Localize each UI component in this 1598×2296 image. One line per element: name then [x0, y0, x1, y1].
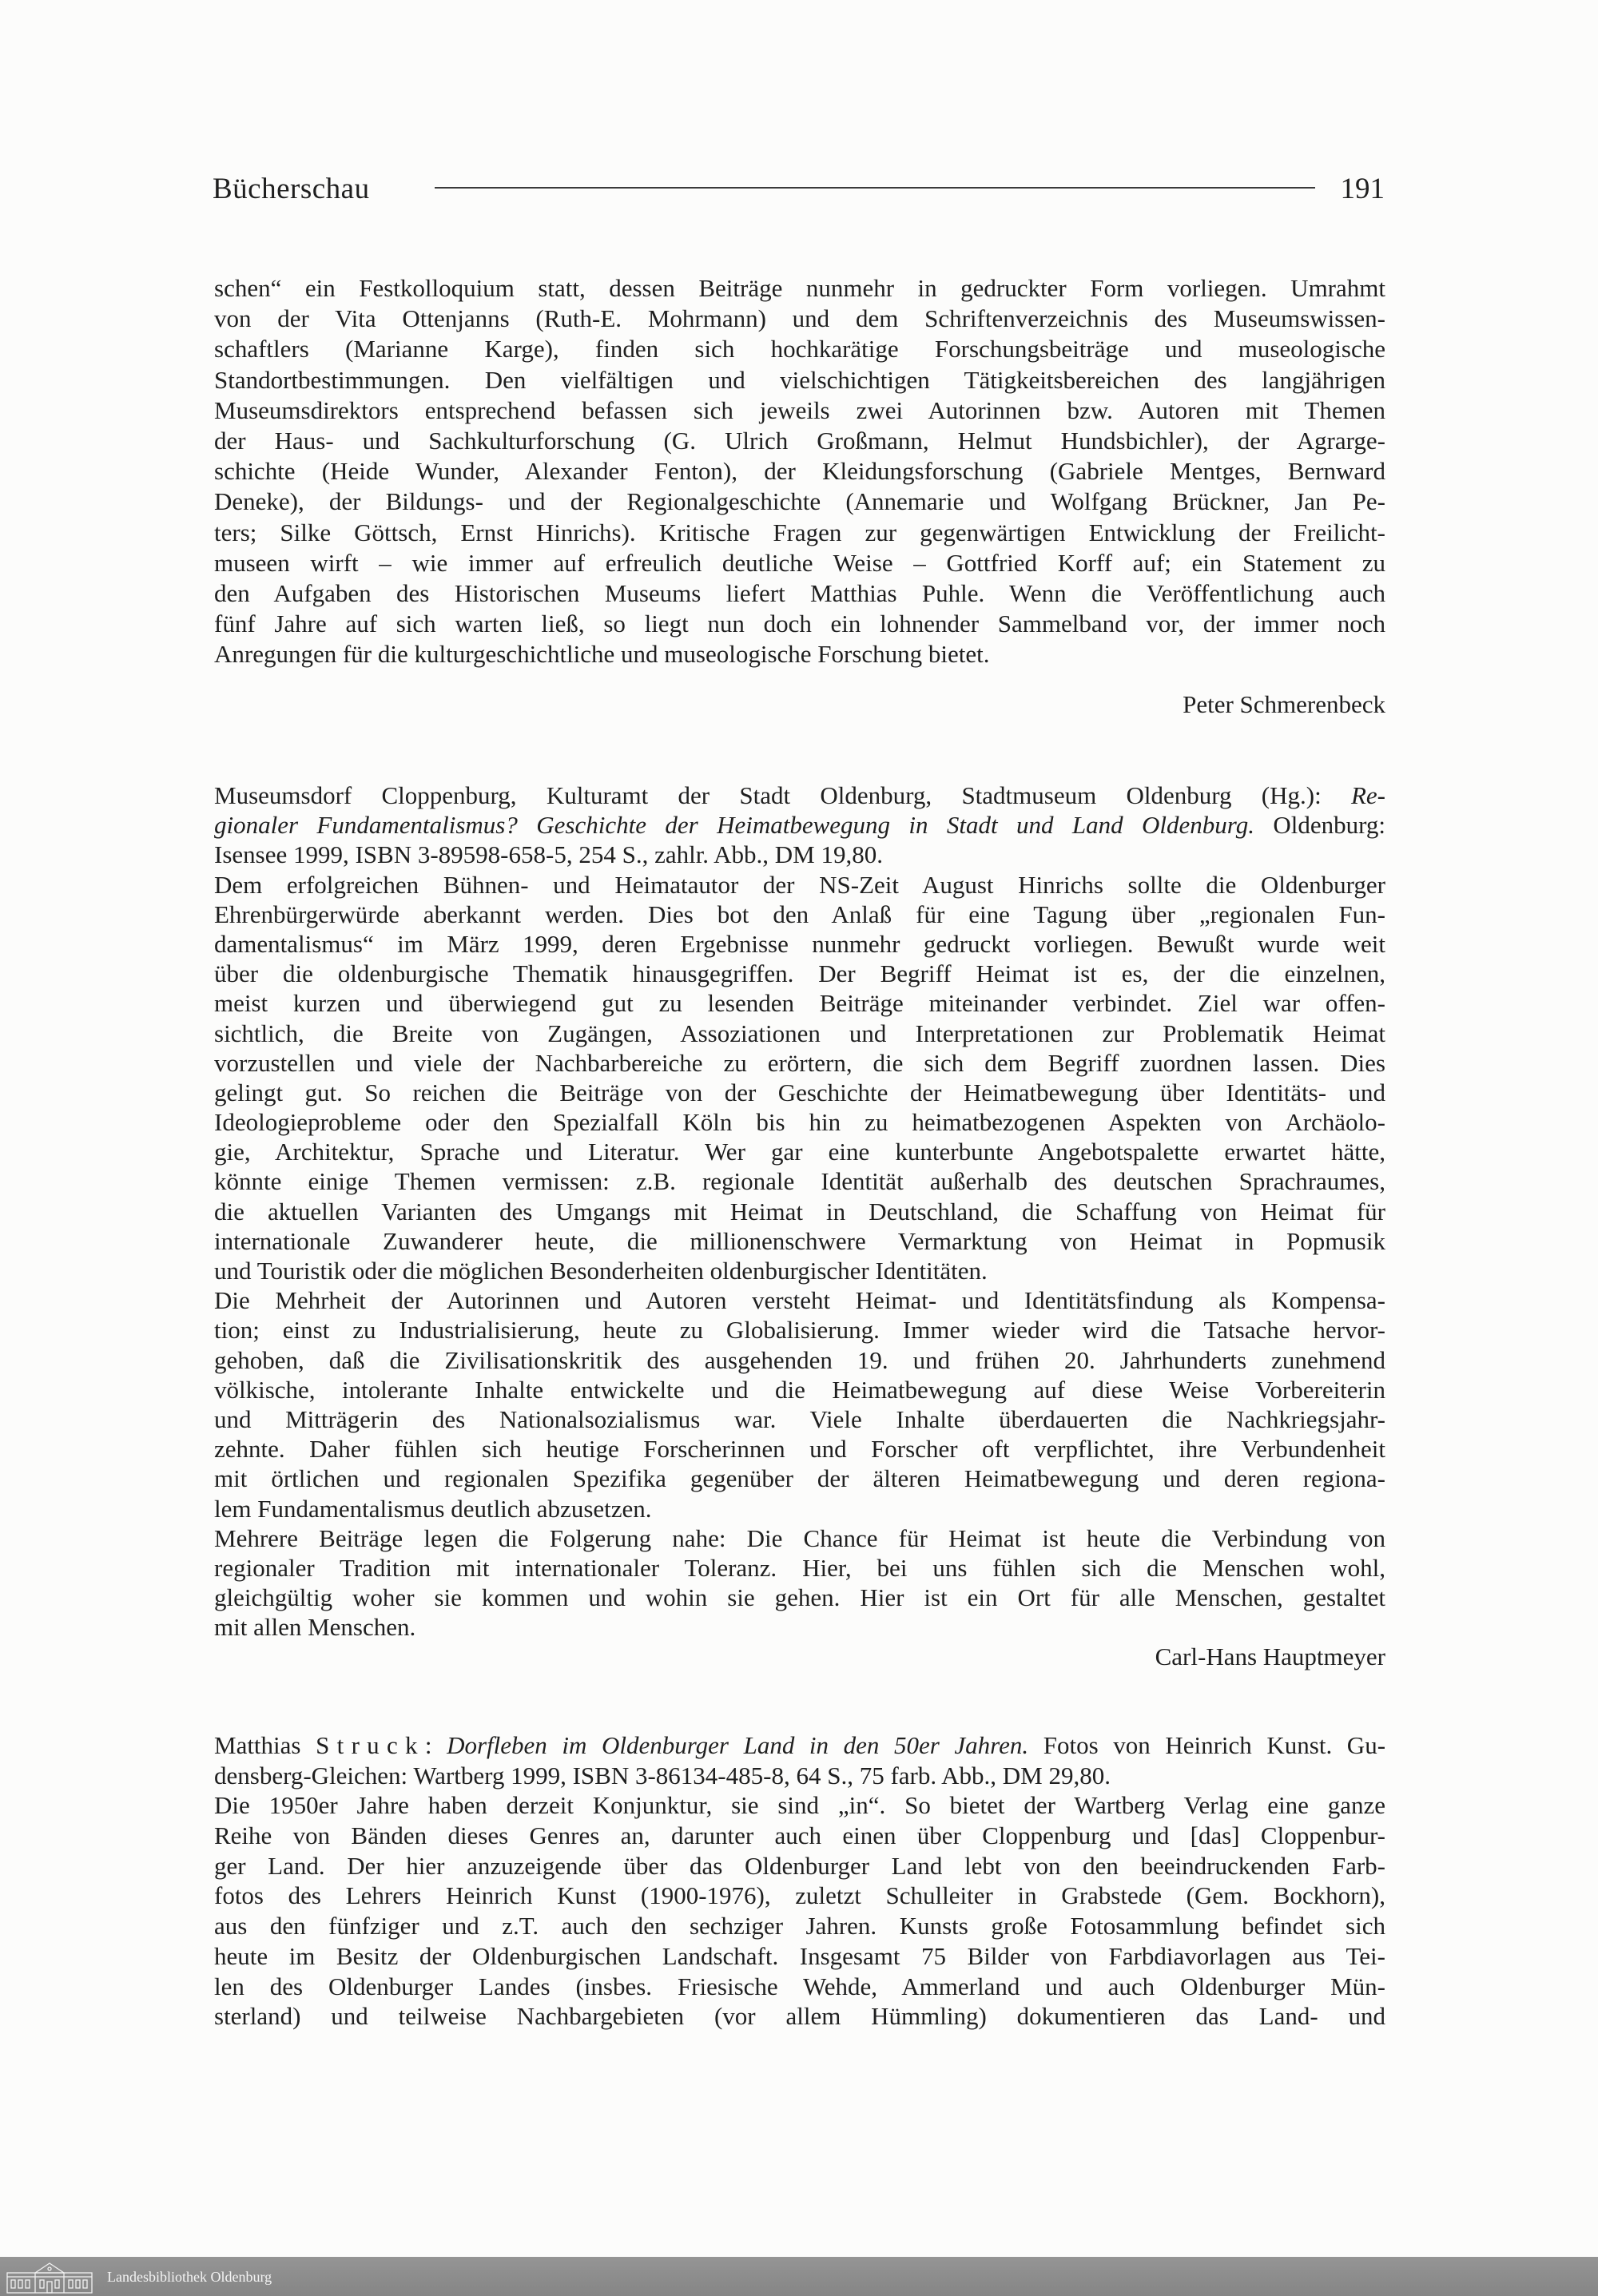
footer-library-name: Landesbibliothek Oldenburg — [107, 2269, 272, 2285]
text-line: aus den fünfziger und z.T. auch den sechziger Jahren. Kunsts große Fotosammlung befindet sich — [214, 1912, 1385, 1940]
paragraph — [214, 1790, 1385, 2032]
citation-line — [214, 781, 1385, 810]
citation-line: Isensee 1999, ISBN 3-89598-658-5, 254 S., zahlr. Abb., DM 19,80. — [214, 840, 883, 869]
text-line: meist kurzen und überwiegend gut zu lesenden Beiträge miteinander verbindet. Ziel war offen- — [214, 989, 1385, 1018]
text-line: Die Mehrheit der Autorinnen und Autoren versteht Heimat- und Identitätsfindung als Kompensa- — [214, 1286, 1385, 1315]
text-line: von der Vita Ottenjanns (Ruth-E. Mohrmann) und dem Schriftenverzeichnis des Museumswissen- — [214, 304, 1385, 333]
text-line: Mehrere Beiträge legen die Folgerung nahe: Die Chance für Heimat ist heute die Verbindung von — [214, 1523, 1385, 1552]
review-3 — [214, 1730, 1385, 2032]
text-line: museen wirft – wie immer auf erfreulich deutliche Weise – Gottfried Korff auf; ein Statement zu — [214, 548, 1385, 577]
text-line: könnte einige Themen vermissen: z.B. regionale Identität außerhalb des deutschen Sprachraumes, — [214, 1167, 1385, 1196]
text-line: die aktuellen Varianten des Umgangs mit Heimat in Deutschland, die Schaffung von Heimat für — [214, 1197, 1385, 1225]
paragraph — [214, 1523, 1385, 1643]
text-line: schen“ ein Festkolloquium statt, dessen Beiträge nunmehr in gedruckter Form vorliegen. Umrahmt — [214, 274, 1385, 302]
text-line: ger Land. Der hier anzuzeigende über das Oldenburger Land lebt von den beeindruckenden Farb- — [214, 1851, 1385, 1880]
citation-editors: Museumsdorf Cloppenburg, Kulturamt der Stadt Oldenburg, Stadtmuseum Oldenburg (Hg.): — [214, 781, 1322, 809]
page-number: 191 — [1340, 173, 1385, 205]
citation-author-first: Matthias — [214, 1731, 301, 1759]
text-line: Die 1950er Jahre haben derzeit Konjunktur, sie sind „in“. So bietet der Wartberg Verlag eine ganze — [214, 1791, 1385, 1820]
text-line: damentalismus“ im März 1999, deren Ergebnisse nunmehr gedruckt vorliegen. Bewußt wurde weit — [214, 929, 1385, 958]
citation-title: Re- — [1350, 781, 1386, 809]
text-line: zehnte. Daher fühlen sich heutige Forscherinnen und Forscher oft verpflichtet, ihre Verbundenheit — [214, 1435, 1385, 1464]
paragraph — [214, 870, 1385, 1286]
reviewer-name: Carl-Hans Hauptmeyer — [1155, 1643, 1385, 1670]
text-line: regionaler Tradition mit internationaler Toleranz. Hier, bei uns fühlen sich die Menschen wohl, — [214, 1553, 1385, 1582]
text-line: gie, Architektur, Sprache und Literatur. Wer gar eine kunterbunte Angebotspalette erwartet hätte, — [214, 1138, 1385, 1166]
header-rule — [435, 187, 1315, 189]
text-line: über die oldenburgische Thematik hinausgegriffen. Der Begriff Heimat ist es, der die einzelnen, — [214, 959, 1385, 988]
citation — [214, 1730, 1385, 1790]
text-line: fünf Jahre auf sich warten ließ, so liegt nun doch ein lohnender Sammelband vor, der immer noch — [214, 610, 1385, 638]
text-line: der Haus- und Sachkulturforschung (G. Ulrich Großmann, Helmut Hundsbichler), der Agrarge- — [214, 426, 1385, 455]
text-line: gelingt gut. So reichen die Beiträge von der Geschichte der Heimatbewegung über Identitäts- und — [214, 1078, 1385, 1106]
citation-title: gionaler Fundamentalismus? Geschichte der Heimatbewegung in Stadt und Land Oldenburg. — [214, 811, 1254, 840]
text-line: Museumsdirektors entsprechend befassen sich jeweils zwei Autorinnen bzw. Autoren mit Themen — [214, 395, 1385, 424]
text-line: heute im Besitz der Oldenburgischen Landschaft. Insgesamt 75 Bilder von Farbdiavorlagen aus Tei- — [214, 1941, 1385, 1970]
citation-line — [214, 1730, 1385, 1761]
library-building-icon — [5, 2259, 94, 2294]
text-line: tion; einst zu Industrialisierung, heute zu Globalisierung. Immer wieder wird die Tatsache hervor- — [214, 1316, 1385, 1345]
text-line: len des Oldenburger Landes (insbes. Friesische Wehde, Ammerland und auch Oldenburger Mün- — [214, 1972, 1385, 2000]
text-line: völkische, intolerante Inhalte entwickelte und die Heimatbewegung auf diese Weise Vorbereiterin — [214, 1375, 1385, 1404]
text-line: gehoben, daß die Zivilisationskritik des ausgehenden 19. und frühen 20. Jahrhunderts zunehmend — [214, 1345, 1385, 1374]
text-line: sichtlich, die Breite von Zugängen, Assoziationen und Interpretationen zur Problematik Heimat — [214, 1019, 1385, 1047]
review-1 — [214, 273, 1385, 669]
text-line: sterland) und teilweise Nachbargebieten (vor allem Hümmling) dokumentieren das Land- und — [214, 2002, 1385, 2031]
citation-place: Oldenburg: — [1273, 811, 1385, 840]
paragraph — [214, 273, 1385, 669]
text-line: und Mitträgerin des Nationalsozialismus war. Viele Inhalte überdauerten die Nachkriegsjahr- — [214, 1404, 1385, 1433]
text-line: gleichgültig woher sie kommen und wohin sie gehen. Hier ist ein Ort für alle Menschen, gestaltet — [214, 1583, 1385, 1612]
footer-bar — [0, 2257, 1598, 2296]
citation-line — [214, 810, 1385, 840]
citation — [214, 781, 1385, 870]
text-line: schichte (Heide Wunder, Alexander Fenton), der Kleidungsforschung (Gabriele Mentges, Bernward — [214, 457, 1385, 486]
citation-author-last: Struck — [316, 1731, 425, 1759]
review-2 — [214, 781, 1385, 1642]
text-line: Dem erfolgreichen Bühnen- und Heimatautor der NS-Zeit August Hinrichs sollte die Oldenburger — [214, 870, 1385, 899]
text-line: und Touristik oder die möglichen Besonderheiten oldenburgischer Identitäten. — [214, 1257, 988, 1285]
text-line: Ehrenbürgerwürde aberkannt werden. Dies bot den Anlaß für eine Tagung über „regionalen Fun- — [214, 900, 1385, 928]
text-line: schaftlers (Marianne Karge), finden sich hochkarätige Forschungsbeiträge und museologische — [214, 335, 1385, 363]
reviewer-name: Peter Schmerenbeck — [1183, 690, 1385, 718]
text-line: Standortbestimmungen. Den vielfältigen und vielschichtigen Tätigkeitsbereichen des langjährigen — [214, 365, 1385, 394]
citation-details: Fotos von Heinrich Kunst. Gu- — [1043, 1731, 1386, 1759]
text-line: Ideologieprobleme oder den Spezialfall Köln bis hin zu heimatbezogenen Aspekten von Archäolo- — [214, 1108, 1385, 1137]
text-line: vorzustellen und viele der Nachbarbereiche zu erörtern, die sich dem Begriff zuordnen lassen. Dies — [214, 1048, 1385, 1077]
text-line: mit allen Menschen. — [214, 1613, 416, 1642]
citation-author-separator: : — [424, 1731, 432, 1759]
citation-line: densberg-Gleichen: Wartberg 1999, ISBN 3-86134-485-8, 64 S., 75 farb. Abb., DM 29,80. — [214, 1761, 1111, 1790]
text-line: den Aufgaben des Historischen Museums liefert Matthias Puhle. Wenn die Veröffentlichung auch — [214, 578, 1385, 607]
citation-title: Dorfleben im Oldenburger Land in den 50er Jahren. — [447, 1731, 1029, 1759]
text-line: fotos des Lehrers Heinrich Kunst (1900-1976), zuletzt Schulleiter in Grabstede (Gem. Bockhorn), — [214, 1881, 1385, 1910]
text-line: mit örtlichen und regionalen Spezifika gegenüber der älteren Heimatbewegung und deren regiona- — [214, 1464, 1385, 1493]
text-line: Reihe von Bänden dieses Genres an, darunter auch einen über Cloppenburg und [das] Cloppenbur- — [214, 1821, 1385, 1850]
text-line: Anregungen für die kulturgeschichtliche und museologische Forschung bietet. — [214, 640, 990, 669]
text-line: Deneke), der Bildungs- und der Regionalgeschichte (Annemarie und Wolfgang Brückner, Jan Pe- — [214, 487, 1385, 516]
running-header-title: Bücherschau — [213, 173, 370, 205]
text-line: internationale Zuwanderer heute, die millionenschwere Vermarktung von Heimat in Popmusik — [214, 1226, 1385, 1255]
paragraph — [214, 1285, 1385, 1523]
text-line: ters; Silke Göttsch, Ernst Hinrichs). Kritische Fragen zur gegenwärtigen Entwicklung der Freilicht- — [214, 518, 1385, 546]
text-line: lem Fundamentalismus deutlich abzusetzen. — [214, 1494, 652, 1523]
